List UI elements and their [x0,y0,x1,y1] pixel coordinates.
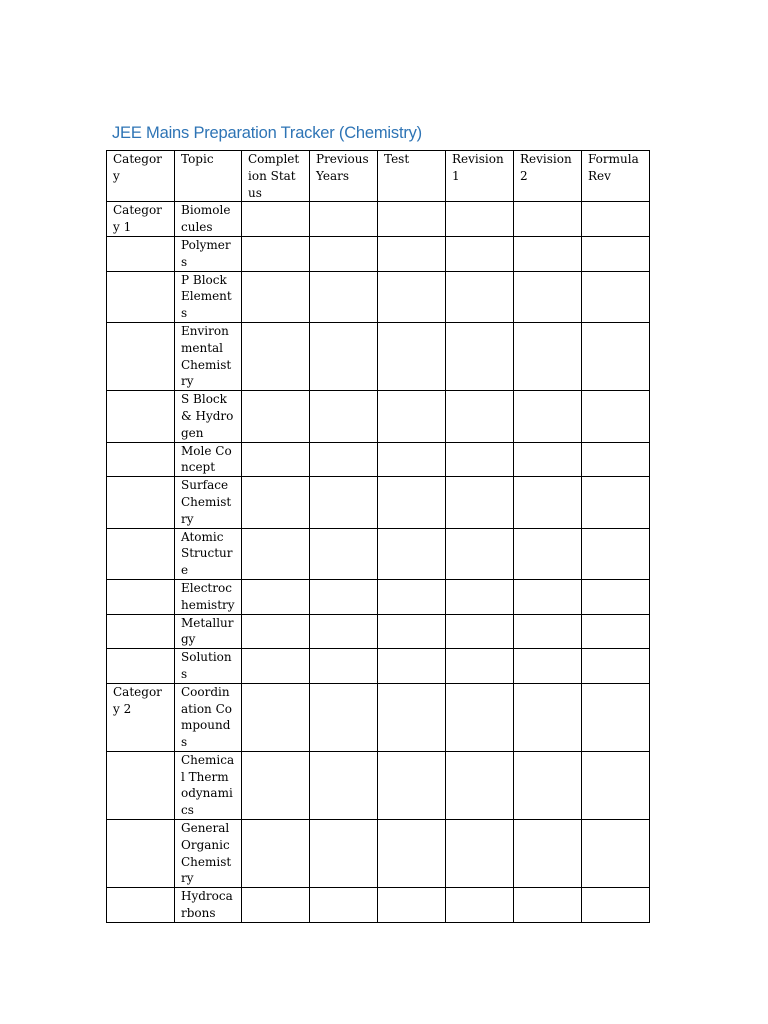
table-row [107,579,650,614]
cell-formula-rev[interactable] [582,683,650,751]
cell-category [107,820,175,888]
cell-revision-2[interactable] [514,442,582,477]
cell-test[interactable] [378,271,446,322]
table-row [107,271,650,322]
cell-category [107,442,175,477]
cell-revision-1[interactable] [446,820,514,888]
cell-revision-2[interactable] [514,528,582,579]
cell-revision-1[interactable] [446,528,514,579]
cell-category [107,888,175,923]
cell-formula-rev[interactable] [582,528,650,579]
cell-completion-status[interactable] [242,202,310,237]
cell-topic: Mole Concept [175,442,242,477]
cell-completion-status[interactable] [242,391,310,442]
table-row [107,614,650,649]
cell-formula-rev[interactable] [582,271,650,322]
cell-test[interactable] [378,683,446,751]
table-row [107,683,650,751]
table-row [107,820,650,888]
cell-revision-2[interactable] [514,202,582,237]
cell-previous-years[interactable] [310,614,378,649]
cell-test[interactable] [378,820,446,888]
cell-test[interactable] [378,528,446,579]
cell-test[interactable] [378,579,446,614]
cell-revision-1[interactable] [446,579,514,614]
cell-test[interactable] [378,477,446,528]
cell-test[interactable] [378,391,446,442]
cell-revision-1[interactable] [446,236,514,271]
table-row [107,322,650,390]
cell-test[interactable] [378,649,446,684]
cell-revision-1[interactable] [446,202,514,237]
cell-completion-status[interactable] [242,477,310,528]
cell-previous-years[interactable] [310,649,378,684]
column-header-category: Category [107,151,175,202]
cell-category [107,579,175,614]
cell-topic: General Organic Chemistry [175,820,242,888]
table-row [107,202,650,237]
cell-test[interactable] [378,888,446,923]
cell-completion-status[interactable] [242,820,310,888]
column-header-revision-2: Revision 2 [514,151,582,202]
table-row [107,751,650,819]
cell-revision-2[interactable] [514,391,582,442]
table-row [107,477,650,528]
cell-category [107,614,175,649]
cell-test[interactable] [378,322,446,390]
table-row [107,442,650,477]
cell-revision-2[interactable] [514,477,582,528]
cell-topic: Surface Chemistry [175,477,242,528]
cell-category [107,271,175,322]
cell-topic: Biomolecules [175,202,242,237]
cell-completion-status[interactable] [242,322,310,390]
cell-topic: Metallurgy [175,614,242,649]
cell-formula-rev[interactable] [582,442,650,477]
cell-previous-years[interactable] [310,528,378,579]
table-row [107,888,650,923]
cell-revision-2[interactable] [514,888,582,923]
cell-formula-rev[interactable] [582,751,650,819]
cell-topic: Chemical Thermodynamics [175,751,242,819]
cell-completion-status[interactable] [242,614,310,649]
cell-category: Category 2 [107,683,175,751]
cell-topic: Coordination Compounds [175,683,242,751]
table-row [107,236,650,271]
cell-category [107,236,175,271]
cell-completion-status[interactable] [242,751,310,819]
cell-test[interactable] [378,751,446,819]
cell-completion-status[interactable] [242,683,310,751]
cell-topic: Environmental Chemistry [175,322,242,390]
cell-revision-1[interactable] [446,271,514,322]
cell-formula-rev[interactable] [582,888,650,923]
cell-topic: Hydrocarbons [175,888,242,923]
cell-revision-1[interactable] [446,442,514,477]
cell-formula-rev[interactable] [582,649,650,684]
cell-revision-1[interactable] [446,322,514,390]
cell-revision-2[interactable] [514,683,582,751]
column-header-revision-1: Revision 1 [446,151,514,202]
cell-previous-years[interactable] [310,683,378,751]
table-row [107,649,650,684]
cell-revision-1[interactable] [446,888,514,923]
cell-category [107,751,175,819]
cell-completion-status[interactable] [242,888,310,923]
cell-category [107,391,175,442]
cell-completion-status[interactable] [242,236,310,271]
cell-test[interactable] [378,236,446,271]
cell-previous-years[interactable] [310,442,378,477]
cell-category [107,322,175,390]
cell-previous-years[interactable] [310,322,378,390]
cell-previous-years[interactable] [310,202,378,237]
cell-formula-rev[interactable] [582,820,650,888]
cell-revision-1[interactable] [446,614,514,649]
cell-topic: Electrochemistry [175,579,242,614]
cell-revision-1[interactable] [446,477,514,528]
column-header-test: Test [378,151,446,202]
cell-completion-status[interactable] [242,649,310,684]
cell-formula-rev[interactable] [582,614,650,649]
cell-topic: Atomic Structure [175,528,242,579]
cell-completion-status[interactable] [242,442,310,477]
cell-test[interactable] [378,202,446,237]
cell-formula-rev[interactable] [582,322,650,390]
cell-previous-years[interactable] [310,477,378,528]
cell-completion-status[interactable] [242,528,310,579]
cell-formula-rev[interactable] [582,202,650,237]
cell-previous-years[interactable] [310,271,378,322]
cell-completion-status[interactable] [242,271,310,322]
cell-revision-2[interactable] [514,579,582,614]
cell-previous-years[interactable] [310,820,378,888]
cell-topic: Solutions [175,649,242,684]
cell-formula-rev[interactable] [582,236,650,271]
cell-test[interactable] [378,614,446,649]
cell-revision-2[interactable] [514,322,582,390]
table-body [107,202,650,922]
column-header-formula-rev: Formula Rev [582,151,650,202]
cell-category: Category 1 [107,202,175,237]
cell-previous-years[interactable] [310,751,378,819]
cell-previous-years[interactable] [310,391,378,442]
cell-category [107,477,175,528]
document-title: JEE Mains Preparation Tracker (Chemistry) [112,124,422,142]
column-header-completion-status: Completion Status [242,151,310,202]
table-header-row [107,151,650,202]
cell-category [107,528,175,579]
cell-revision-2[interactable] [514,236,582,271]
cell-previous-years[interactable] [310,579,378,614]
cell-revision-2[interactable] [514,649,582,684]
cell-topic: P Block Elements [175,271,242,322]
cell-revision-1[interactable] [446,683,514,751]
cell-category [107,649,175,684]
column-header-previous-years: Previous Years [310,151,378,202]
cell-revision-1[interactable] [446,649,514,684]
cell-previous-years[interactable] [310,888,378,923]
cell-topic: Polymers [175,236,242,271]
tracker-table [106,150,650,923]
cell-formula-rev[interactable] [582,579,650,614]
cell-completion-status[interactable] [242,579,310,614]
table-row [107,528,650,579]
cell-revision-2[interactable] [514,820,582,888]
column-header-topic: Topic [175,151,242,202]
table-row [107,391,650,442]
cell-test[interactable] [378,442,446,477]
cell-previous-years[interactable] [310,236,378,271]
cell-formula-rev[interactable] [582,477,650,528]
cell-formula-rev[interactable] [582,391,650,442]
cell-revision-2[interactable] [514,271,582,322]
cell-topic: S Block & Hydrogen [175,391,242,442]
cell-revision-1[interactable] [446,751,514,819]
cell-revision-2[interactable] [514,751,582,819]
cell-revision-1[interactable] [446,391,514,442]
cell-revision-2[interactable] [514,614,582,649]
